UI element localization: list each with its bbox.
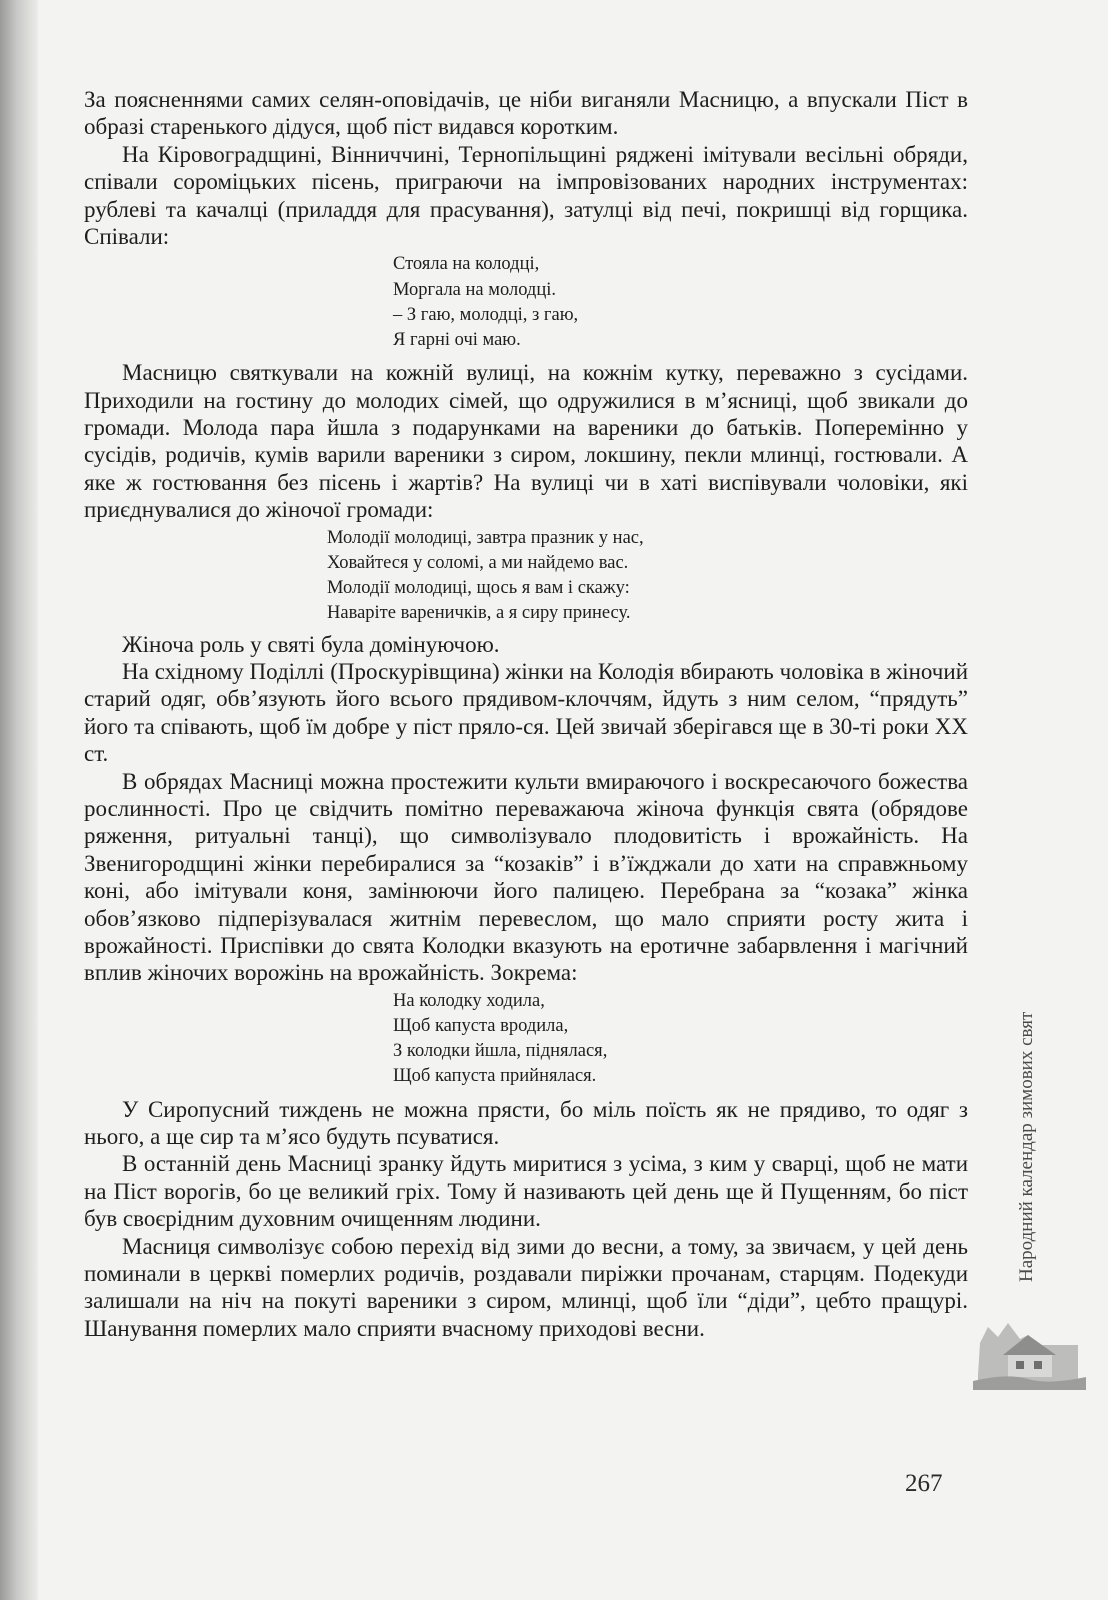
sidebar-title-wrap [998,886,1037,1282]
poem-line: – З гаю, молодці, з гаю, [393,304,579,325]
poem-line: Моргала на молодці. [393,279,556,300]
paragraph: В останній день Масниці зранку йдуть миритися з усіма, з ким у сварці, щоб не мати на Піст ворогів, бо це великий гріх. Тому й називають цей день ще й Пущенням, бо піст був своєрідним духовним очищенням людини. [84,1151,968,1232]
page-body [84,86,968,1342]
poem-line: Наваріте вареничків, а я сиру принесу. [327,603,631,624]
poem-line: Ховайтеся у соломі, а ми найдемо вас. [327,552,629,573]
poem-line: На колодку ходила, [393,990,545,1011]
page-number: 267 [905,1470,943,1497]
book-spine-shadow [0,0,38,1600]
paragraph: За поясненнями самих селян-оповідачів, це ніби виганяли Масницю, а впускали Піст в образі старенького дідуся, щоб піст видався коротким. [84,87,968,140]
paragraph: В обрядах Масниці можна простежити культи вмираючого і воскресаючого божества рослинності. Про це свідчить помітно переважаюча жіноча функція свята (обрядове ряження, ритуальні танці), що символізувало плодовитість і врожайність. На Звенигородщині жінки перебиралися за “козаків” і в’їжджали до хати на справжньому коні, або імітували коня, замінюючи його палицею. Перебрана за “козака” жінка обов’язково підперізувалася житнім перевеслом, що мало сприяти росту жита і врожайності. Приспівки до свята Колодки вказують на еротичне забарвлення і магічний вплив жіночих ворожінь на врожайність. Зокрема: [84,768,968,986]
sidebar [988,880,1108,1600]
poem-line: Стояла на колодці, [393,254,540,275]
poem [84,526,968,627]
poem-line: Молодії молодиці, щось я вам і скажу: [327,578,630,599]
paragraph: На східному Поділлі (Проскурівщина) жінки на Колодія вбирають чоловіка в жіночий старий одяг, обв’язують його всього прядивом-клоччям, йдуть з ним селом, “прядуть” його та співають, щоб їм добре у піст пряло-ся. Цей звичай зберігався ще в 30-ті роки XX ст. [84,658,968,767]
paragraph: У Сиропусний тиждень не можна прясти, бо міль поїсть як не прядиво, то одяг з нього, а ще сир та м’ясо будуть псуватися. [84,1096,968,1149]
poem-line: Я гарні очі маю. [393,330,521,351]
poem-line: Щоб капуста вродила, [393,1015,569,1036]
paragraph: На Кіровоградщині, Вінниччині, Тернопільщині ряджені імітували весільні обряди, співали сороміцьких пісень, приграючи на імпровізованих народних інструментах: рублеві та качалці (приладдя для прасування), затулці від печі, покришці від горщика. Співали: [84,141,968,250]
paragraph: Масницю святкували на кожній вулиці, на кожнім кутку, переважно з сусідами. Приходили на гостину до молодих сімей, що одружилися в м’ясниці, щоб звикали до громади. Молода пара йшла з подарунками на вареники до батьків. Поперемінно у сусідів, родичів, кумів варили вареники з сиром, локшину, пекли млинці, гостювали. А яке ж гостювання без пісень і жартів? На вулиці чи в хаті виспівували чоловіки, які приєднувалися до жіночої громади: [84,360,968,523]
paragraph: Жіноча роль у святі була домінуючою. [122,631,500,657]
poem-line: Молодії молодиці, завтра празник у нас, [327,527,644,548]
sidebar-title: Народний календар зимових свят [1016,1011,1037,1282]
poem-line: Щоб капуста прийнялася. [393,1066,597,1087]
poem [84,989,968,1090]
paragraph: Масниця символізує собою перехід від зими до весни, а тому, за звичаєм, у цей день поминали в церкві померлих родичів, роздавали пиріжки прочанам, старцям. Подекуди залишали на ніч на покуті вареники з сиром, млинці, щоб їли “діди”, цебто пращурі. Шанування померлих мало сприяти вчасному приходові весни. [84,1233,968,1341]
village-house-illustration [968,1315,1088,1390]
poem-line: З колодки йшла, піднялася, [393,1041,608,1062]
poem [84,252,968,353]
